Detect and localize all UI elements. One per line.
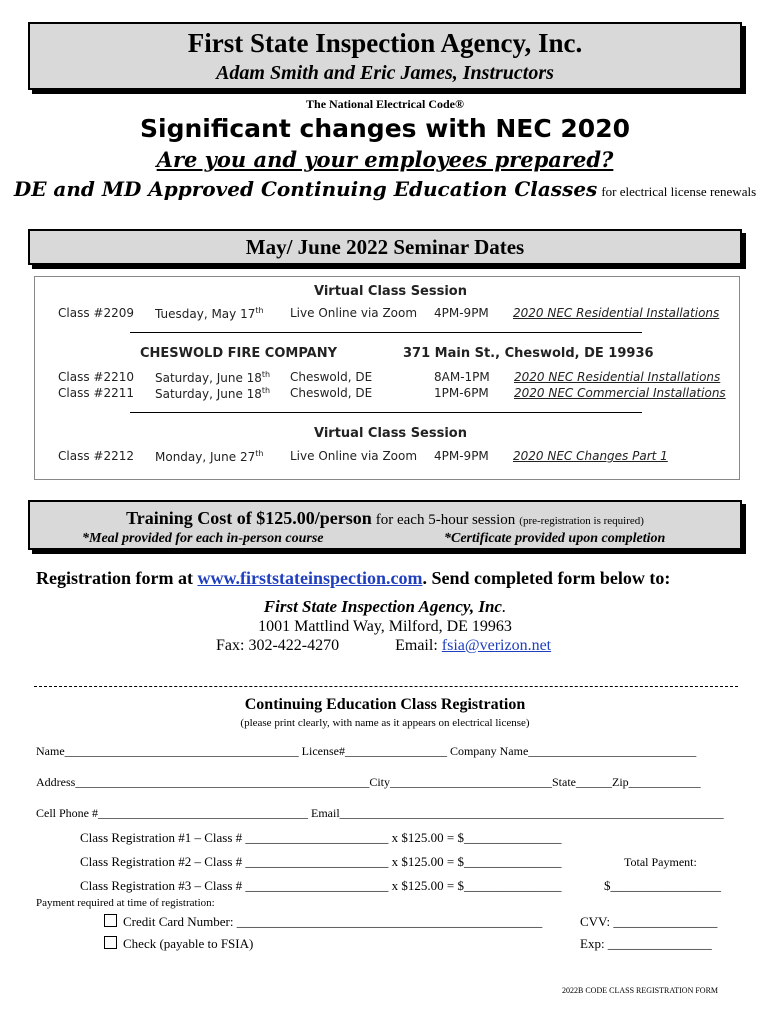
address-line[interactable]: Address_________________________________________________City___________________________State______Zip____________ xyxy=(36,775,701,789)
certificate-note: *Certificate provided upon completion xyxy=(444,531,666,546)
class2212-location: Live Online via Zoom xyxy=(290,449,418,463)
class2212-day-text: Monday, June 27 xyxy=(155,450,256,464)
exp-field[interactable]: Exp: ________________ xyxy=(580,936,712,951)
class-registration-2[interactable]: Class Registration #2 – Class # ______________________ x $125.00 = $_______________ xyxy=(80,854,562,869)
class2210-time: 8AM-1PM xyxy=(434,370,490,384)
total-payment-label: Total Payment: xyxy=(624,855,697,869)
class2210-course: 2020 NEC Residential Installations xyxy=(514,370,721,384)
form-title: Continuing Education Class Registration xyxy=(244,696,526,713)
subhead: Are you and your employees prepared? xyxy=(156,147,614,172)
class2209-course: 2020 NEC Residential Installations xyxy=(513,306,720,320)
class2211-day xyxy=(155,386,270,401)
cost-main: Training Cost of $125.00/person xyxy=(126,508,372,528)
cut-line xyxy=(34,686,738,687)
company-title: First State Inspection Agency, Inc. xyxy=(187,28,583,58)
form-note: (please print clearly, with name as it appears on electrical license) xyxy=(240,717,530,729)
class2209-day-sup: th xyxy=(255,306,264,315)
email-label: Email: xyxy=(395,637,438,654)
meal-note: *Meal provided for each in-person course xyxy=(82,531,324,546)
fax: Fax: 302-422-4270 xyxy=(216,637,340,654)
class-registration-1[interactable]: Class Registration #1 – Class # ______________________ x $125.00 = $_______________ xyxy=(80,830,562,845)
headline: Significant changes with NEC 2020 xyxy=(140,114,630,143)
check-checkbox[interactable] xyxy=(104,936,117,949)
schedule-divider xyxy=(130,412,642,413)
class2209-time: 4PM-9PM xyxy=(434,306,489,320)
header-box xyxy=(28,22,742,90)
class2211-number: Class #2211 xyxy=(58,386,134,400)
approved-line xyxy=(0,177,770,201)
class2209-number: Class #2209 xyxy=(58,306,134,320)
contact-line xyxy=(216,637,551,655)
class2212-day xyxy=(155,449,263,464)
class2211-day-text: Saturday, June 18 xyxy=(155,387,262,401)
class-registration-3[interactable]: Class Registration #3 – Class # ______________________ x $125.00 = $_______________ xyxy=(80,878,562,893)
mail-company: First State Inspection Agency, Inc. xyxy=(263,597,507,616)
class2212-day-sup: th xyxy=(255,449,264,458)
registration-line xyxy=(36,568,670,589)
credit-card-checkbox[interactable] xyxy=(104,914,117,927)
virtual2-heading: Virtual Class Session xyxy=(314,426,467,441)
mail-address: 1001 Mattlind Way, Milford, DE 19963 xyxy=(258,618,512,635)
class2211-location: Cheswold, DE xyxy=(290,386,373,400)
code-line: The National Electrical Code® xyxy=(306,97,464,111)
form-footer: 2022B CODE CLASS REGISTRATION FORM xyxy=(562,986,719,995)
class2212-course: 2020 NEC Changes Part 1 xyxy=(513,449,668,463)
class2211-course: 2020 NEC Commercial Installations xyxy=(514,386,726,400)
check-row xyxy=(104,936,253,952)
mail-company-text: First State Inspection Agency, Inc xyxy=(263,597,502,616)
venue-address: 371 Main St., Cheswold, DE 19936 xyxy=(403,346,654,361)
class2212-number: Class #2212 xyxy=(58,449,134,463)
class2209-day xyxy=(155,306,264,321)
schedule-divider xyxy=(130,332,642,333)
cost-tail: for each 5-hour session xyxy=(375,512,516,528)
total-payment-field[interactable]: $_________________ xyxy=(604,878,721,893)
cvv-field[interactable]: CVV: ________________ xyxy=(580,914,718,929)
class2210-location: Cheswold, DE xyxy=(290,370,373,384)
venue-name: CHESWOLD FIRE COMPANY xyxy=(140,346,338,361)
class2210-day-sup: th xyxy=(261,370,271,379)
check-label: Check (payable to FSIA) xyxy=(123,936,254,951)
approved-suffix: for electrical license renewals xyxy=(601,184,757,199)
registration-suffix: . Send completed form below to: xyxy=(422,568,671,588)
instructors: Adam Smith and Eric James, Instructors xyxy=(216,62,554,84)
approved-text: DE and MD Approved Continuing Education Classes xyxy=(13,177,598,201)
cost-paren: (pre-registration is required) xyxy=(519,515,644,527)
virtual1-heading: Virtual Class Session xyxy=(314,284,467,299)
seminar-title: May/ June 2022 Seminar Dates xyxy=(245,235,525,259)
class2210-day-text: Saturday, June 18 xyxy=(155,371,262,385)
name-license-company-line[interactable]: Name_______________________________________ License#_________________ Company Name____________________________ xyxy=(36,744,697,758)
seminar-title-box xyxy=(28,229,742,265)
class2210-day xyxy=(155,370,270,385)
class2209-location: Live Online via Zoom xyxy=(290,306,418,320)
training-cost-box xyxy=(28,500,742,550)
registration-prefix: Registration form at xyxy=(36,568,193,588)
class2211-day-sup: th xyxy=(261,386,271,395)
class2211-time: 1PM-6PM xyxy=(434,386,489,400)
email-link[interactable]: fsia@verizon.net xyxy=(441,637,552,654)
cost-line xyxy=(30,508,740,529)
class2212-time: 4PM-9PM xyxy=(434,449,489,463)
cell-email-line[interactable]: Cell Phone #___________________________________ Email________________________________________________________________ xyxy=(36,806,724,820)
credit-card-row xyxy=(104,914,542,930)
payment-note: Payment required at time of registration: xyxy=(36,897,215,909)
credit-card-field[interactable]: Credit Card Number: _______________________________________________ xyxy=(123,914,543,929)
class2209-day-text: Tuesday, May 17 xyxy=(155,307,256,321)
website-link[interactable]: www.firststateinspection.com xyxy=(197,568,423,588)
class2210-number: Class #2210 xyxy=(58,370,134,384)
